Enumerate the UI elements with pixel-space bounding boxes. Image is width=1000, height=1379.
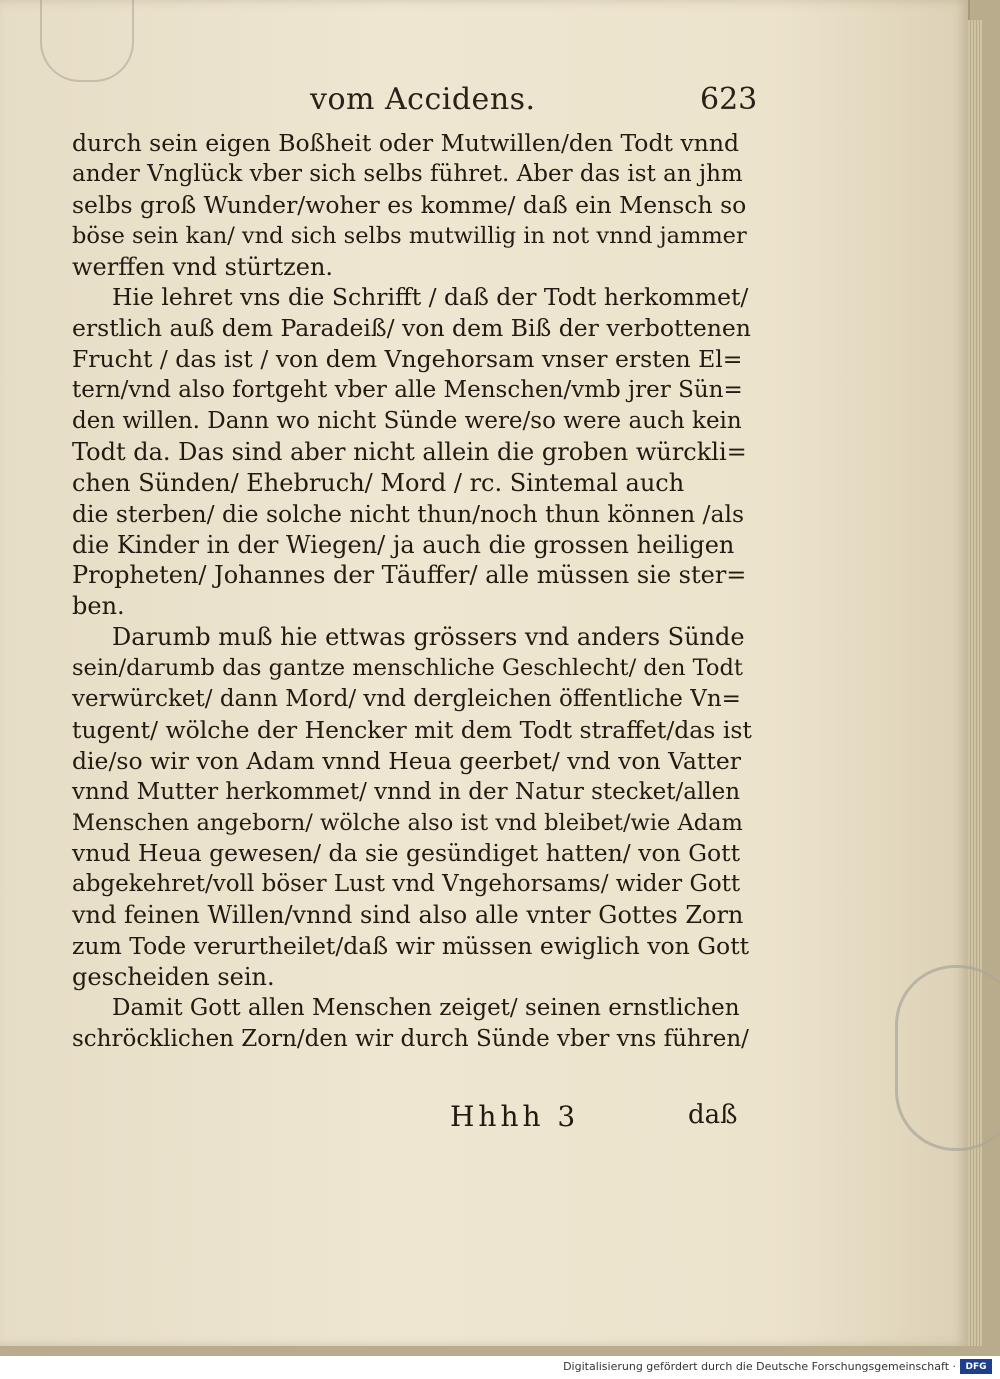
text-line: Propheten/ Johannes der Täuffer/ alle müssen sie ster= bbox=[72, 561, 747, 590]
text-line: Darumb muß hie ettwas grössers vnd anders Sünde bbox=[112, 623, 745, 652]
text-line: tugent/ wölche der Hencker mit dem Todt straffet/das ist bbox=[72, 715, 752, 744]
page-tab-mark bbox=[40, 0, 134, 82]
catchword: daß bbox=[688, 1100, 738, 1130]
text-line: Menschen angeborn/ wölche also ist vnd bleibet/wie Adam bbox=[72, 809, 743, 836]
text-line: böse sein kan/ vnd sich selbs mutwillig in not vnnd jammer bbox=[72, 222, 747, 249]
text-line: verwürcket/ dann Mord/ vnd dergleichen öffentliche Vn= bbox=[72, 686, 741, 713]
text-line: vnd feinen Willen/vnnd sind also alle vnter Gottes Zorn bbox=[72, 901, 744, 930]
text-line: schröcklichen Zorn/den wir durch Sünde vber vns führen/ bbox=[72, 1025, 749, 1052]
text-line: vnnd Mutter herkommet/ vnnd in der Natur stecket/allen bbox=[72, 778, 741, 805]
text-line: vnud Heua gewesen/ da sie gesündiget hatten/ von Gott bbox=[72, 839, 741, 868]
dfg-logo: DFG bbox=[960, 1359, 992, 1374]
text-line: erstlich auß dem Paradeiß/ von dem Biß der verbottenen bbox=[72, 314, 751, 343]
text-line: ander Vnglück vber sich selbs führet. Aber das ist an jhm bbox=[72, 160, 743, 187]
text-line: Hie lehret vns die Schrifft / daß der Todt herkommet/ bbox=[112, 283, 749, 312]
text-line: abgekehret/voll böser Lust vnd Vngehorsams/ wider Gott bbox=[72, 871, 741, 898]
credit-bar bbox=[0, 1356, 1000, 1379]
clip-ring bbox=[895, 965, 1000, 1151]
credit-text: Digitalisierung gefördert durch die Deutsche Forschungsgemeinschaft · bbox=[563, 1360, 956, 1373]
text-line: werffen vnd stürtzen. bbox=[72, 252, 334, 281]
text-line: die/so wir von Adam vnnd Heua geerbet/ vnd von Vatter bbox=[72, 746, 741, 775]
signature-mark: Hhhh 3 bbox=[450, 1100, 580, 1133]
text-line: gescheiden sein. bbox=[72, 963, 275, 992]
page-footer bbox=[440, 1100, 740, 1140]
running-head bbox=[300, 78, 760, 128]
text-line: chen Sünden/ Ehebruch/ Mord / rc. Sintemal auch bbox=[72, 468, 685, 497]
text-line: zum Tode verurtheilet/daß wir müssen ewiglich von Gott bbox=[72, 932, 750, 961]
text-line: Frucht / das ist / von dem Vngehorsam vnser ersten El= bbox=[72, 345, 743, 374]
text-line: tern/vnd also fortgeht vber alle Menschen/vmb jrer Sün= bbox=[72, 377, 743, 404]
text-line: die Kinder in der Wiegen/ ja auch die grossen heiligen bbox=[72, 530, 735, 559]
running-head-title: vom Accidens. bbox=[310, 82, 536, 117]
text-line: ben. bbox=[72, 592, 125, 621]
text-line: selbs groß Wunder/woher es komme/ daß ein Mensch so bbox=[72, 190, 747, 219]
text-line: die sterben/ die solche nicht thun/noch thun können /als bbox=[72, 499, 745, 528]
text-line: durch sein eigen Boßheit oder Mutwillen/den Todt vnnd bbox=[72, 129, 739, 157]
text-line: Todt da. Das sind aber nicht allein die groben würckli= bbox=[72, 437, 747, 466]
page-number: 623 bbox=[700, 82, 758, 117]
text-line: Damit Gott allen Menschen zeiget/ seinen ernstlichen bbox=[112, 994, 740, 1021]
text-line: den willen. Dann wo nicht Sünde were/so were auch kein bbox=[72, 408, 742, 435]
text-block bbox=[72, 128, 752, 1055]
text-line: sein/darumb das gantze menschliche Geschlecht/ den Todt bbox=[72, 655, 743, 682]
